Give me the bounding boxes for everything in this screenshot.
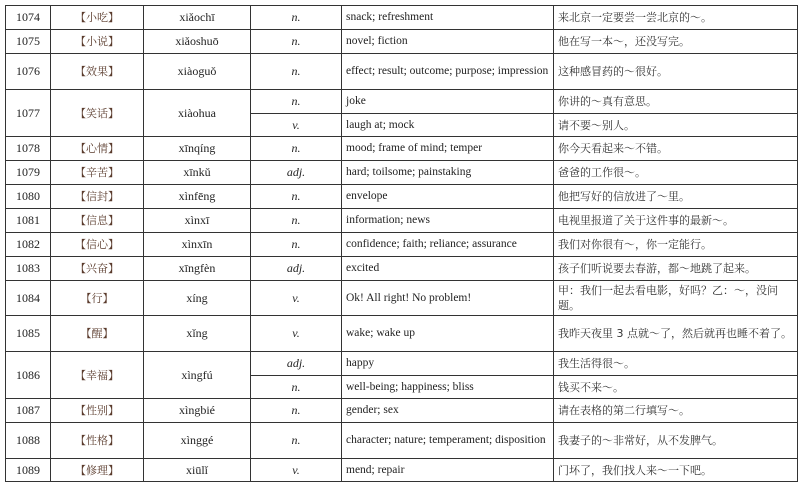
- example-sentence: 你今天看起来～不错。: [554, 137, 798, 161]
- definition: happy: [342, 352, 554, 376]
- part-of-speech: v.: [251, 316, 342, 352]
- example-sentence: 钱买不来～。: [554, 376, 798, 399]
- entry-word: 【行】: [51, 281, 144, 316]
- definition: gender; sex: [342, 399, 554, 423]
- definition: envelope: [342, 185, 554, 209]
- entry-word: 【辛苦】: [51, 161, 144, 185]
- part-of-speech: n.: [251, 399, 342, 423]
- entry-pinyin: xǐng: [144, 316, 251, 352]
- part-of-speech: n.: [251, 90, 342, 114]
- table-row: [6, 423, 798, 459]
- part-of-speech: n.: [251, 137, 342, 161]
- entry-pinyin: xìngbié: [144, 399, 251, 423]
- entry-word: 【小说】: [51, 30, 144, 54]
- part-of-speech: n.: [251, 233, 342, 257]
- definition: mend; repair: [342, 459, 554, 482]
- entry-pinyin: xìngfú: [144, 352, 251, 399]
- table-row: [6, 399, 798, 423]
- entry-number: 1087: [6, 399, 51, 423]
- entry-number: 1078: [6, 137, 51, 161]
- part-of-speech: adj.: [251, 257, 342, 281]
- definition: mood; frame of mind; temper: [342, 137, 554, 161]
- definition: laugh at; mock: [342, 114, 554, 137]
- entry-word: 【信封】: [51, 185, 144, 209]
- part-of-speech: n.: [251, 54, 342, 90]
- example-sentence: 电视里报道了关于这件事的最新～。: [554, 209, 798, 233]
- entry-number: 1089: [6, 459, 51, 482]
- definition: joke: [342, 90, 554, 114]
- definition: Ok! All right! No problem!: [342, 281, 554, 316]
- table-row: [6, 54, 798, 90]
- example-sentence: 孩子们听说要去春游，都～地跳了起来。: [554, 257, 798, 281]
- entry-pinyin: xiàoguǒ: [144, 54, 251, 90]
- example-sentence: 请不要～别人。: [554, 114, 798, 137]
- entry-pinyin: xīngfèn: [144, 257, 251, 281]
- definition: information; news: [342, 209, 554, 233]
- entry-pinyin: xīnkǔ: [144, 161, 251, 185]
- part-of-speech: adj.: [251, 161, 342, 185]
- example-sentence: 门坏了，我们找人来～一下吧。: [554, 459, 798, 482]
- example-sentence: 爸爸的工作很～。: [554, 161, 798, 185]
- entry-word: 【修理】: [51, 459, 144, 482]
- entry-number: 1081: [6, 209, 51, 233]
- entry-number: 1086: [6, 352, 51, 399]
- entry-word: 【性别】: [51, 399, 144, 423]
- entry-number: 1075: [6, 30, 51, 54]
- table-row: [6, 281, 798, 316]
- entry-word: 【幸福】: [51, 352, 144, 399]
- entry-word: 【心情】: [51, 137, 144, 161]
- entry-word: 【信心】: [51, 233, 144, 257]
- example-sentence: 我昨天夜里 3 点就～了，然后就再也睡不着了。: [554, 316, 798, 352]
- entry-word: 【醒】: [51, 316, 144, 352]
- table-row: [6, 209, 798, 233]
- entry-pinyin: xìnxī: [144, 209, 251, 233]
- part-of-speech: n.: [251, 423, 342, 459]
- table-row: [6, 459, 798, 482]
- part-of-speech: n.: [251, 209, 342, 233]
- entry-number: 1088: [6, 423, 51, 459]
- table-row: [6, 90, 798, 114]
- entry-number: 1079: [6, 161, 51, 185]
- definition: well-being; happiness; bliss: [342, 376, 554, 399]
- part-of-speech: n.: [251, 376, 342, 399]
- definition: wake; wake up: [342, 316, 554, 352]
- example-sentence: 我妻子的～非常好，从不发脾气。: [554, 423, 798, 459]
- entry-pinyin: xiàohua: [144, 90, 251, 137]
- example-sentence: 他把写好的信放进了～里。: [554, 185, 798, 209]
- entry-word: 【兴奋】: [51, 257, 144, 281]
- entry-number: 1074: [6, 6, 51, 30]
- example-sentence: 这种感冒药的～很好。: [554, 54, 798, 90]
- entry-word: 【笑话】: [51, 90, 144, 137]
- table-row: [6, 30, 798, 54]
- entry-word: 【小吃】: [51, 6, 144, 30]
- entry-pinyin: xíng: [144, 281, 251, 316]
- table-row: [6, 137, 798, 161]
- table-row: [6, 257, 798, 281]
- entry-pinyin: xìnxīn: [144, 233, 251, 257]
- entry-pinyin: xìnfēng: [144, 185, 251, 209]
- entry-number: 1082: [6, 233, 51, 257]
- table-row: [6, 185, 798, 209]
- definition: novel; fiction: [342, 30, 554, 54]
- definition: snack; refreshment: [342, 6, 554, 30]
- part-of-speech: n.: [251, 30, 342, 54]
- entry-pinyin: xiǎoshuō: [144, 30, 251, 54]
- table-row: [6, 316, 798, 352]
- part-of-speech: adj.: [251, 352, 342, 376]
- entry-number: 1080: [6, 185, 51, 209]
- entry-number: 1083: [6, 257, 51, 281]
- table-row: [6, 352, 798, 376]
- definition: excited: [342, 257, 554, 281]
- entry-number: 1076: [6, 54, 51, 90]
- vocabulary-table: [5, 5, 798, 482]
- entry-number: 1077: [6, 90, 51, 137]
- table-row: [6, 6, 798, 30]
- definition: effect; result; outcome; purpose; impression: [342, 54, 554, 90]
- entry-word: 【效果】: [51, 54, 144, 90]
- entry-pinyin: xīnqíng: [144, 137, 251, 161]
- example-sentence: 他在写一本～，还没写完。: [554, 30, 798, 54]
- definition: character; nature; temperament; disposition: [342, 423, 554, 459]
- example-sentence: 来北京一定要尝一尝北京的～。: [554, 6, 798, 30]
- entry-pinyin: xìnggé: [144, 423, 251, 459]
- part-of-speech: n.: [251, 185, 342, 209]
- part-of-speech: v.: [251, 281, 342, 316]
- part-of-speech: n.: [251, 6, 342, 30]
- entry-number: 1085: [6, 316, 51, 352]
- part-of-speech: v.: [251, 459, 342, 482]
- table-row: [6, 233, 798, 257]
- example-sentence: 请在表格的第二行填写～。: [554, 399, 798, 423]
- entry-number: 1084: [6, 281, 51, 316]
- table-row: [6, 161, 798, 185]
- example-sentence: 我们对你很有～，你一定能行。: [554, 233, 798, 257]
- example-sentence: 你讲的～真有意思。: [554, 90, 798, 114]
- entry-word: 【信息】: [51, 209, 144, 233]
- example-sentence: 甲：我们一起去看电影，好吗？乙：～，没问题。: [554, 281, 798, 316]
- example-sentence: 我生活得很～。: [554, 352, 798, 376]
- entry-word: 【性格】: [51, 423, 144, 459]
- definition: confidence; faith; reliance; assurance: [342, 233, 554, 257]
- entry-pinyin: xiǎochī: [144, 6, 251, 30]
- entry-pinyin: xiūlǐ: [144, 459, 251, 482]
- definition: hard; toilsome; painstaking: [342, 161, 554, 185]
- part-of-speech: v.: [251, 114, 342, 137]
